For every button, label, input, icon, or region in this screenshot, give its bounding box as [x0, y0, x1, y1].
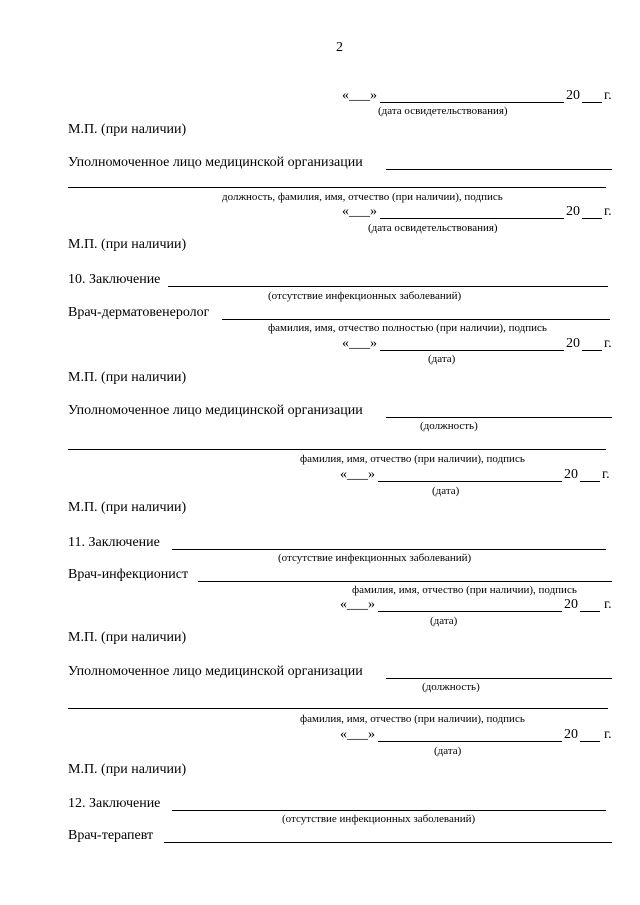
date-year-suffix: г. — [604, 88, 612, 103]
authorized-person-label: Уполномоченное лицо медицинской организации — [68, 664, 363, 679]
caption-no-infection: (отсутствие инфекционных заболеваний) — [268, 290, 462, 302]
caption-fio-sign: фамилия, имя, отчество (при наличии), подпись — [300, 713, 525, 725]
date-month-line — [380, 350, 564, 351]
authorized-person-label: Уполномоченное лицо медицинской организации — [68, 155, 363, 170]
authorized-person-label: Уполномоченное лицо медицинской организации — [68, 403, 363, 418]
caption-date: (дата) — [434, 745, 462, 757]
dermatovenerologist-line — [222, 319, 610, 320]
caption-no-infection: (отсутствие инфекционных заболеваний) — [282, 813, 476, 825]
caption-date: (дата) — [432, 485, 460, 497]
date-year-line — [582, 102, 602, 103]
caption-fio-sign: фамилия, имя, отчество (при наличии), подпись — [352, 584, 577, 596]
signature-line — [68, 187, 606, 188]
date-year-line — [580, 741, 600, 742]
authorized-person-line — [386, 678, 612, 679]
signature-line — [68, 708, 608, 709]
conclusion-11-label: 11. Заключение — [68, 535, 160, 550]
conclusion-11-line — [172, 549, 606, 550]
conclusion-12-line — [172, 810, 606, 811]
date-day-field: «___» — [342, 88, 377, 103]
date-year-suffix: г. — [604, 336, 612, 351]
date-day-field: «___» — [340, 727, 375, 742]
date-month-line — [378, 611, 562, 612]
date-year-prefix: 20 — [566, 336, 580, 351]
date-day-field: «___» — [342, 204, 377, 219]
date-month-line — [378, 481, 562, 482]
caption-position: (должность) — [422, 681, 480, 693]
seal-mark: М.П. (при наличии) — [68, 237, 187, 252]
caption-date: (дата) — [428, 353, 456, 365]
date-year-line — [582, 350, 602, 351]
seal-mark: М.П. (при наличии) — [68, 370, 187, 385]
date-month-line — [378, 741, 562, 742]
caption-position-fio-sign: должность, фамилия, имя, отчество (при наличии), подпись — [222, 191, 503, 203]
date-year-prefix: 20 — [564, 597, 578, 612]
caption-date: (дата) — [430, 615, 458, 627]
caption-fio-sign: фамилия, имя, отчество (при наличии), подпись — [300, 453, 525, 465]
caption-exam-date: (дата освидетельствования) — [378, 105, 508, 117]
seal-mark: М.П. (при наличии) — [68, 122, 187, 137]
date-day-field: «___» — [340, 467, 375, 482]
caption-fio-full-sign: фамилия, имя, отчество полностью (при наличии), подпись — [268, 322, 547, 334]
date-year-prefix: 20 — [566, 204, 580, 219]
date-year-prefix: 20 — [566, 88, 580, 103]
seal-mark: М.П. (при наличии) — [68, 630, 187, 645]
date-year-prefix: 20 — [564, 467, 578, 482]
date-year-line — [580, 481, 600, 482]
conclusion-10-line — [168, 286, 608, 287]
date-year-suffix: г. — [602, 467, 610, 482]
caption-no-infection: (отсутствие инфекционных заболеваний) — [278, 552, 472, 564]
caption-position: (должность) — [420, 420, 478, 432]
date-year-line — [580, 611, 600, 612]
date-year-prefix: 20 — [564, 727, 578, 742]
conclusion-10-label: 10. Заключение — [68, 272, 161, 287]
date-day-field: «___» — [342, 336, 377, 351]
caption-exam-date: (дата освидетельствования) — [368, 222, 498, 234]
page-number: 2 — [336, 40, 343, 55]
date-year-suffix: г. — [604, 597, 612, 612]
date-year-suffix: г. — [604, 727, 612, 742]
infectionist-line — [198, 581, 612, 582]
conclusion-12-label: 12. Заключение — [68, 796, 161, 811]
signature-line — [68, 449, 606, 450]
therapist-label: Врач-терапевт — [68, 828, 154, 843]
date-year-line — [582, 218, 602, 219]
date-month-line — [380, 102, 564, 103]
date-day-field: «___» — [340, 597, 375, 612]
authorized-person-line — [386, 169, 612, 170]
date-year-suffix: г. — [604, 204, 612, 219]
dermatovenerologist-label: Врач-дерматовенеролог — [68, 305, 210, 320]
infectionist-label: Врач-инфекционист — [68, 567, 189, 582]
therapist-line — [164, 842, 612, 843]
authorized-person-line — [386, 417, 612, 418]
date-month-line — [380, 218, 564, 219]
seal-mark: М.П. (при наличии) — [68, 762, 187, 777]
seal-mark: М.П. (при наличии) — [68, 500, 187, 515]
